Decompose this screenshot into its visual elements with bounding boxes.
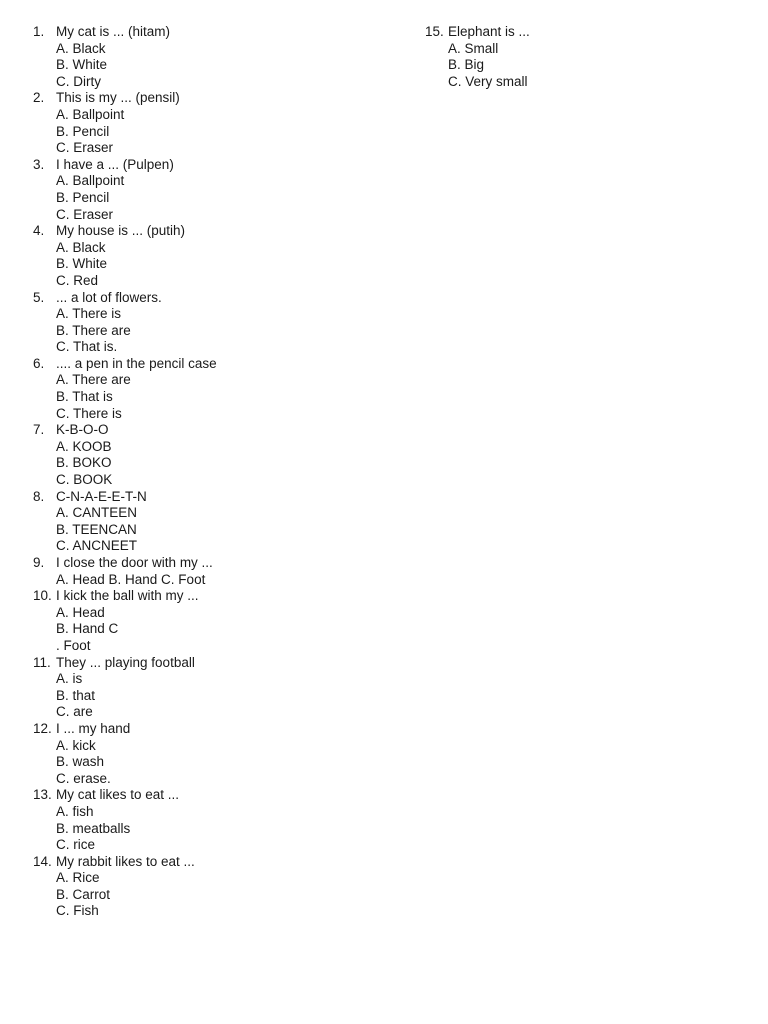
answer-option: B. White bbox=[56, 57, 108, 73]
question-number: 2. bbox=[33, 90, 45, 106]
question-number: 9. bbox=[33, 555, 45, 570]
question-stem-line bbox=[33, 655, 403, 672]
answer-option: A. is bbox=[56, 671, 83, 687]
question-text: My cat likes to eat ... bbox=[56, 787, 180, 803]
question-text: They ... playing football bbox=[56, 654, 195, 670]
answer-option: B. meatballs bbox=[56, 820, 131, 836]
answer-option: B. Carrot bbox=[56, 886, 111, 902]
question-text: .... a pen in the pencil case bbox=[56, 355, 217, 371]
question-item bbox=[33, 157, 403, 223]
answer-option: A. Rice bbox=[56, 870, 100, 886]
question-stem-line bbox=[33, 588, 403, 605]
answer-option: C. rice bbox=[56, 837, 96, 853]
question-number: 14. bbox=[33, 853, 52, 869]
question-number: 1. bbox=[33, 24, 45, 39]
question-text: My rabbit likes to eat ... bbox=[56, 853, 195, 869]
answer-option: B. White bbox=[56, 256, 108, 272]
question-text: ... a lot of flowers. bbox=[56, 289, 162, 305]
question-number: 5. bbox=[33, 289, 45, 305]
answer-option: B. that bbox=[56, 687, 96, 703]
answer-option: A. CANTEEN bbox=[56, 505, 138, 521]
question-stem-line bbox=[33, 90, 403, 107]
answer-option: C. BOOK bbox=[56, 472, 113, 488]
answer-option: B. Big bbox=[448, 57, 485, 73]
question-item bbox=[33, 555, 403, 588]
answer-option: C. Very small bbox=[448, 73, 528, 89]
question-number: 11. bbox=[33, 654, 51, 670]
question-number: 13. bbox=[33, 787, 52, 803]
answer-option: . Foot bbox=[56, 637, 91, 653]
answer-option: B. Hand C bbox=[56, 621, 119, 637]
answer-option: A. Black bbox=[56, 239, 106, 255]
answer-option: C. ANCNEET bbox=[56, 538, 138, 554]
answer-option: A. KOOB bbox=[56, 438, 112, 454]
answer-option: A. Ballpoint bbox=[56, 106, 125, 122]
answer-option: A. Head B. Hand C. Foot bbox=[56, 571, 206, 587]
answer-option: C. There is bbox=[56, 405, 122, 421]
question-number: 15. bbox=[425, 24, 444, 39]
answer-option: C. Fish bbox=[56, 903, 99, 919]
question-number: 6. bbox=[33, 355, 45, 371]
question-column-left bbox=[33, 24, 403, 920]
question-item bbox=[33, 655, 403, 721]
question-item bbox=[33, 356, 403, 422]
question-stem-line bbox=[33, 555, 403, 572]
answer-option: B. There are bbox=[56, 322, 131, 338]
question-number: 8. bbox=[33, 488, 45, 504]
question-stem-line bbox=[33, 356, 403, 373]
question-stem-line bbox=[425, 24, 745, 41]
question-item bbox=[33, 721, 403, 787]
question-stem-line bbox=[33, 157, 403, 174]
question-stem-line bbox=[33, 422, 403, 439]
answer-option: C. That is. bbox=[56, 339, 118, 355]
answer-option: B. Pencil bbox=[56, 189, 110, 205]
answer-option: A. kick bbox=[56, 737, 96, 753]
answer-option: B. That is bbox=[56, 389, 113, 405]
answer-option: A. fish bbox=[56, 803, 94, 819]
answer-option: A. Small bbox=[448, 40, 499, 56]
answer-option: B. Pencil bbox=[56, 123, 110, 139]
question-text: My cat is ... (hitam) bbox=[56, 24, 171, 39]
question-number: 12. bbox=[33, 720, 52, 736]
question-stem-line bbox=[33, 721, 403, 738]
question-number: 3. bbox=[33, 156, 45, 172]
question-column-right bbox=[425, 24, 745, 90]
question-stem-line bbox=[33, 489, 403, 506]
answer-option: A. There is bbox=[56, 306, 122, 322]
question-text: This is my ... (pensil) bbox=[56, 90, 180, 106]
question-text: Elephant is ... bbox=[448, 24, 530, 39]
question-text: C-N-A-E-E-T-N bbox=[56, 488, 147, 504]
question-item bbox=[425, 24, 745, 90]
question-item bbox=[33, 787, 403, 853]
question-number: 10. bbox=[33, 588, 52, 604]
answer-option: A. Head bbox=[56, 604, 105, 620]
question-item bbox=[33, 489, 403, 555]
answer-option: A. Black bbox=[56, 40, 106, 56]
question-stem-line bbox=[33, 787, 403, 804]
answer-option: B. wash bbox=[56, 754, 105, 770]
answer-option: B. TEENCAN bbox=[56, 521, 137, 537]
question-stem-line bbox=[33, 290, 403, 307]
answer-option: C. Dirty bbox=[56, 73, 101, 89]
question-item bbox=[33, 854, 403, 920]
answer-option: C. Eraser bbox=[56, 206, 114, 222]
question-item bbox=[33, 290, 403, 356]
question-text: I kick the ball with my ... bbox=[56, 588, 199, 604]
question-text: I close the door with my ... bbox=[56, 555, 213, 570]
answer-option: A. There are bbox=[56, 372, 131, 388]
answer-option: B. BOKO bbox=[56, 455, 112, 471]
answer-option: C. Eraser bbox=[56, 140, 114, 156]
answer-option: C. are bbox=[56, 704, 93, 720]
question-number: 4. bbox=[33, 223, 45, 239]
question-item bbox=[33, 223, 403, 289]
question-text: I ... my hand bbox=[56, 720, 131, 736]
question-text: I have a ... (Pulpen) bbox=[56, 156, 174, 172]
answer-option: A. Ballpoint bbox=[56, 173, 125, 189]
question-stem-line bbox=[33, 24, 403, 41]
question-item bbox=[33, 90, 403, 156]
question-stem-line bbox=[33, 854, 403, 871]
question-stem-line bbox=[33, 223, 403, 240]
question-item bbox=[33, 422, 403, 488]
question-number: 7. bbox=[33, 422, 45, 438]
answer-option: C. Red bbox=[56, 272, 99, 288]
question-item bbox=[33, 24, 403, 90]
question-text: K-B-O-O bbox=[56, 422, 109, 438]
answer-option: C. erase. bbox=[56, 770, 111, 786]
question-item bbox=[33, 588, 403, 654]
question-text: My house is ... (putih) bbox=[56, 223, 186, 239]
